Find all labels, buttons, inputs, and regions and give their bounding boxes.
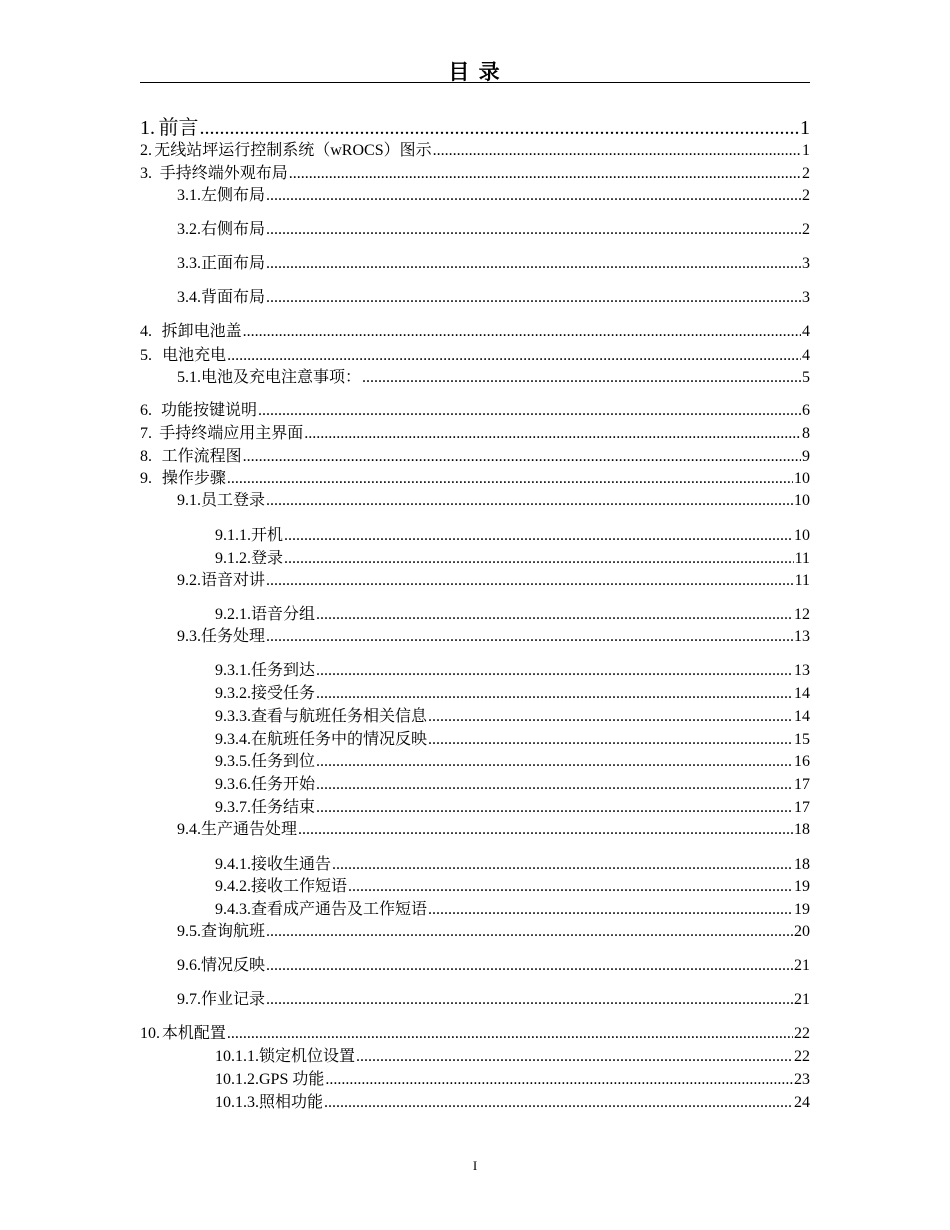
toc-entry-title: 操作步骤	[161, 470, 226, 487]
dot-leader	[356, 1047, 793, 1067]
title-rule	[140, 82, 810, 83]
dot-leader	[362, 368, 801, 388]
toc-entry[interactable]	[215, 775, 810, 795]
dot-leader	[266, 922, 793, 942]
toc-entry[interactable]	[140, 116, 810, 140]
toc-entry[interactable]	[140, 401, 810, 421]
toc-entry-page: 16	[794, 753, 810, 770]
dot-leader	[266, 220, 801, 240]
dot-leader	[284, 526, 793, 546]
toc-entry-page: 4	[802, 347, 810, 364]
dot-leader	[266, 627, 793, 647]
dot-leader	[266, 990, 793, 1010]
toc-entry-number: 9.5.	[177, 923, 201, 940]
dot-leader	[428, 900, 793, 920]
dot-leader	[298, 820, 793, 840]
toc-entry-title: 照相功能	[259, 1094, 324, 1111]
toc-entry-title: 作业记录	[201, 991, 266, 1008]
toc-entry[interactable]	[140, 164, 810, 184]
dot-leader	[200, 116, 799, 140]
toc-entry-page: 10	[794, 527, 810, 544]
toc-title: 目 录	[448, 60, 502, 84]
toc-entry[interactable]	[215, 549, 810, 569]
toc-entry[interactable]	[215, 752, 810, 772]
toc-entry-number: 9.3.1.	[215, 662, 251, 679]
toc-entry-page: 14	[794, 708, 810, 725]
toc-entry[interactable]	[140, 141, 810, 161]
toc-entry-number: 9.7.	[177, 991, 201, 1008]
toc-entry-title: 正面布局	[201, 255, 266, 272]
toc-entry[interactable]	[177, 820, 810, 840]
toc-entry[interactable]	[215, 661, 810, 681]
toc-entry-number: 9.3.6.	[215, 776, 251, 793]
dot-leader	[324, 1093, 793, 1113]
toc-entry-title: GPS 功能	[259, 1071, 325, 1088]
toc-entry-page: 2	[802, 165, 810, 182]
toc-entry[interactable]	[140, 424, 810, 444]
toc-entry[interactable]	[177, 220, 810, 240]
toc-entry[interactable]	[140, 447, 810, 467]
toc-entry-number: 10.	[140, 1025, 160, 1042]
toc-entry-number: 9.	[140, 470, 152, 487]
toc-entry-page: 21	[794, 957, 810, 974]
toc-entry-title: 查看与航班任务相关信息	[251, 708, 428, 725]
toc-entry-number: 5.1.	[177, 369, 201, 386]
toc-entry-number: 4.	[140, 323, 152, 340]
toc-entry-number: 9.1.1.	[215, 527, 251, 544]
toc-entry[interactable]	[215, 707, 810, 727]
toc-entry-number: 9.3.	[177, 628, 201, 645]
toc-entry[interactable]	[215, 684, 810, 704]
toc-entry[interactable]	[140, 322, 810, 342]
toc-entry-page: 10	[794, 492, 810, 509]
toc-entry[interactable]	[215, 877, 810, 897]
toc-entry-title: 拆卸电池盖	[161, 323, 242, 340]
dot-leader	[304, 424, 801, 444]
toc-entry[interactable]	[215, 1047, 810, 1067]
toc-entry-page: 14	[794, 685, 810, 702]
toc-entry-page: 17	[794, 776, 810, 793]
dot-leader	[243, 322, 801, 342]
dot-leader	[332, 855, 793, 875]
toc-entry-page: 17	[794, 799, 810, 816]
toc-entry-number: 10.1.3.	[215, 1094, 259, 1111]
toc-entry-page: 5	[802, 369, 810, 386]
toc-entry-title: 语音对讲	[201, 572, 266, 589]
toc-entry-number: 3.2.	[177, 221, 201, 238]
toc-entry[interactable]	[215, 730, 810, 750]
toc-entry-title: 工作流程图	[161, 448, 242, 465]
toc-entry[interactable]	[177, 186, 810, 206]
dot-leader	[316, 661, 793, 681]
toc-entry-title: 左侧布局	[201, 187, 266, 204]
toc-entry-title: 电池充电	[162, 347, 227, 364]
dot-leader	[266, 186, 801, 206]
toc-entry-number: 9.2.	[177, 572, 201, 589]
dot-leader	[227, 1024, 793, 1044]
toc-entry-title: 员工登录	[201, 492, 266, 509]
page-number: I	[472, 1158, 478, 1173]
toc-entry-page: 3	[802, 289, 810, 306]
toc-entry-title: 前言	[158, 117, 199, 139]
toc-entry-number: 9.3.7.	[215, 799, 251, 816]
toc-entry-number: 9.4.	[177, 821, 201, 838]
toc-entry-number: 9.4.1.	[215, 856, 251, 873]
toc-entry-number: 9.3.2.	[215, 685, 251, 702]
toc-entry-title: 在航班任务中的情况反映	[251, 731, 428, 748]
toc-entry-page: 9	[802, 448, 810, 465]
toc-entry-title: 任务处理	[201, 628, 266, 645]
toc-entry-number: 3.3.	[177, 255, 201, 272]
toc-entry[interactable]	[215, 855, 810, 875]
toc-entry-number: 9.1.2.	[215, 550, 251, 567]
toc-entry-number: 9.4.3.	[215, 901, 251, 918]
toc-entry-number: 8.	[140, 448, 152, 465]
toc-entry-title: 开机	[251, 527, 284, 544]
toc-entry[interactable]	[215, 526, 810, 546]
toc-entry-number: 5.	[140, 347, 152, 364]
toc-entry-page: 6	[802, 402, 810, 419]
toc-entry-page: 19	[794, 901, 810, 918]
toc-entry-page: 11	[794, 572, 810, 589]
toc-entry-page: 21	[794, 991, 810, 1008]
dot-leader	[316, 752, 793, 772]
dot-leader	[348, 877, 793, 897]
dot-leader	[227, 346, 801, 366]
toc-entry-title: 右侧布局	[201, 221, 266, 238]
toc-entry-page: 4	[802, 323, 810, 340]
toc-entry[interactable]	[177, 491, 810, 511]
toc-entry-title: 手持终端外观布局	[159, 165, 288, 182]
toc-entry[interactable]	[215, 1070, 810, 1090]
toc-entry[interactable]	[140, 1024, 810, 1044]
toc-entry[interactable]	[140, 469, 810, 489]
dot-leader	[266, 288, 801, 308]
dot-leader	[243, 447, 801, 467]
toc-entry-page: 2	[802, 221, 810, 238]
toc-entry-page: 15	[794, 731, 810, 748]
dot-leader	[289, 164, 801, 184]
toc-entry-number: 9.3.3.	[215, 708, 251, 725]
toc-entry-title: 无线站坪运行控制系统（wROCS）图示	[154, 142, 432, 159]
toc-entry-title: 查询航班	[201, 923, 266, 940]
toc-entry[interactable]	[177, 571, 810, 591]
toc-entry-title: 接收工作短语	[251, 878, 348, 895]
toc-entry-title: 语音分组	[251, 606, 316, 623]
toc-entry-page: 13	[794, 628, 810, 645]
toc-entry-page: 1	[800, 117, 810, 139]
dot-leader	[316, 798, 793, 818]
toc-entry-page: 10	[794, 470, 810, 487]
toc-entry-number: 7.	[140, 425, 152, 442]
toc-entry[interactable]	[215, 605, 810, 625]
toc-entry-title: 查看成产通告及工作短语	[251, 901, 428, 918]
toc-entry-page: 18	[794, 856, 810, 873]
toc-entry-page: 23	[794, 1071, 810, 1088]
dot-leader	[316, 684, 793, 704]
toc-entry-title: 情况反映	[201, 957, 266, 974]
toc-entry[interactable]	[215, 900, 810, 920]
toc-entry-number: 9.4.2.	[215, 878, 251, 895]
toc-entry-number: 9.6.	[177, 957, 201, 974]
toc-entry-number: 3.	[140, 165, 152, 182]
toc-entry-number: 9.2.1.	[215, 606, 251, 623]
dot-leader	[325, 1070, 793, 1090]
dot-leader	[227, 469, 793, 489]
toc-entry-page: 8	[802, 425, 810, 442]
toc-entry-number: 3.4.	[177, 289, 201, 306]
toc-entry-title: 锁定机位设置	[259, 1048, 356, 1065]
dot-leader	[316, 775, 793, 795]
toc-entry-page: 24	[794, 1094, 810, 1111]
toc-entry-page: 22	[794, 1048, 810, 1065]
toc-entry-title: 电池及充电注意事项：	[201, 369, 362, 386]
toc-entry[interactable]	[140, 346, 810, 366]
toc-entry-number: 10.1.2.	[215, 1071, 259, 1088]
toc-entry-page: 11	[794, 550, 810, 567]
toc-entry-title: 接收生通告	[251, 856, 332, 873]
toc-entry-title: 手持终端应用主界面	[159, 425, 304, 442]
toc-entry-page: 13	[794, 662, 810, 679]
toc-entry-number: 2.	[140, 142, 152, 159]
toc-entry-page: 3	[802, 255, 810, 272]
toc-entry-title: 任务到达	[251, 662, 316, 679]
dot-leader	[428, 707, 793, 727]
toc-entry[interactable]	[177, 922, 810, 942]
toc-entry[interactable]	[177, 956, 810, 976]
dot-leader	[284, 549, 794, 569]
toc-entry-number: 3.1.	[177, 187, 201, 204]
toc-entry[interactable]	[177, 368, 810, 388]
toc-entry-number: 6.	[140, 402, 152, 419]
toc-entry-number: 9.3.4.	[215, 731, 251, 748]
toc-entry-page: 20	[794, 923, 810, 940]
toc-entry-title: 任务结束	[251, 799, 316, 816]
toc-entry-page: 22	[794, 1025, 810, 1042]
toc-entry[interactable]	[177, 288, 810, 308]
dot-leader	[258, 401, 801, 421]
dot-leader	[266, 956, 793, 976]
toc-entry[interactable]	[177, 627, 810, 647]
toc-entry-page: 19	[794, 878, 810, 895]
toc-entry-number: 9.1.	[177, 492, 201, 509]
toc-entry-number: 1.	[140, 117, 155, 139]
toc-entry-page: 2	[802, 187, 810, 204]
toc-entry-title: 任务开始	[251, 776, 316, 793]
toc-entry-number: 10.1.1.	[215, 1048, 259, 1065]
toc-entry-title: 生产通告处理	[201, 821, 298, 838]
toc-entry-page: 18	[794, 821, 810, 838]
toc-entry-page: 1	[802, 142, 810, 159]
toc-entry-title: 背面布局	[201, 289, 266, 306]
toc-entry-title: 本机配置	[161, 1025, 226, 1042]
dot-leader	[428, 730, 793, 750]
toc-entry-title: 接受任务	[251, 685, 316, 702]
toc-entry-page: 12	[794, 606, 810, 623]
toc-entry-title: 功能按键说明	[160, 402, 257, 419]
toc-entry[interactable]	[215, 798, 810, 818]
dot-leader	[316, 605, 793, 625]
toc-entry[interactable]	[177, 990, 810, 1010]
toc-entry-title: 登录	[251, 550, 284, 567]
dot-leader	[266, 254, 801, 274]
dot-leader	[266, 571, 794, 591]
toc-entry[interactable]	[215, 1093, 810, 1113]
dot-leader	[433, 141, 801, 161]
toc-entry-number: 9.3.5.	[215, 753, 251, 770]
toc-entry-title: 任务到位	[251, 753, 316, 770]
dot-leader	[266, 491, 793, 511]
toc-entry[interactable]	[177, 254, 810, 274]
